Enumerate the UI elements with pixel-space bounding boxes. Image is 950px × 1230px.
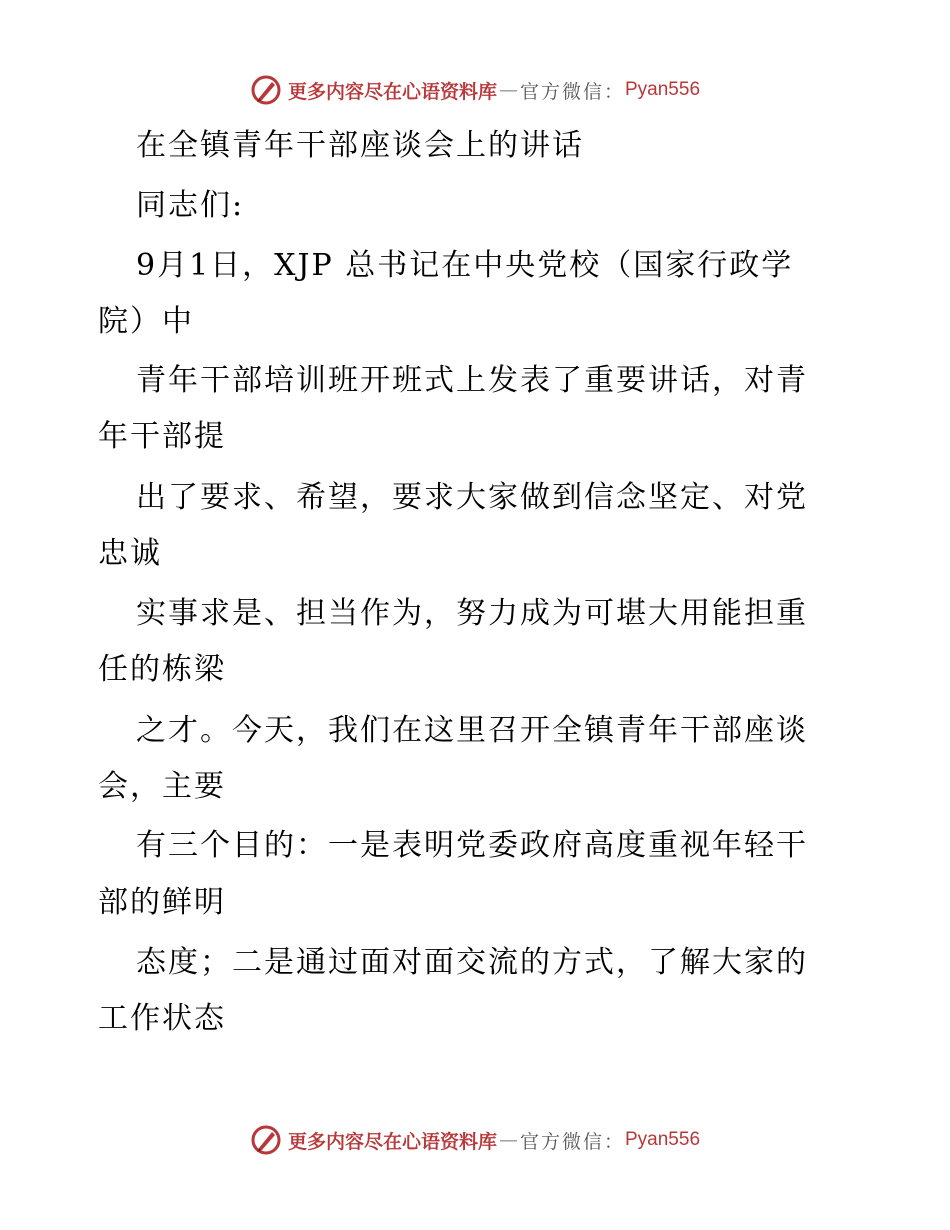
paragraph-line: 青年干部培训班开班式上发表了重要讲话，对青 — [136, 363, 808, 398]
paragraph-line: 工作状态 — [98, 1001, 226, 1036]
watermark-label: 官方微信： — [519, 80, 625, 103]
watermark-label: 官方微信： — [519, 1130, 625, 1153]
watermark-wechat-id: Pyan556 — [625, 79, 701, 100]
watermark-dash: — — [498, 79, 518, 101]
watermark-wechat-id: Pyan556 — [625, 1129, 701, 1150]
watermark-brand: 更多内容尽在心语资料库 — [287, 80, 497, 103]
document-title: 在全镇青年干部座谈会上的讲话 — [136, 128, 584, 163]
header-watermark — [0, 70, 950, 110]
paragraph-line: 部的鲜明 — [98, 885, 226, 920]
paragraph-line: 实事求是、担当作为，努力成为可堪大用能担重 — [136, 596, 808, 631]
pen-logo-icon — [250, 74, 282, 106]
paragraph-line: 忠诚 — [98, 536, 162, 571]
watermark-dash: — — [498, 1129, 518, 1151]
paragraph-line: 任的栋梁 — [98, 652, 226, 687]
footer-watermark — [0, 1120, 950, 1160]
paragraph-line: 院）中 — [98, 304, 194, 339]
paragraph-line: 出了要求、希望，要求大家做到信念坚定、对党 — [136, 480, 808, 515]
watermark-brand: 更多内容尽在心语资料库 — [287, 1130, 497, 1153]
pen-logo-icon — [250, 1124, 282, 1156]
paragraph-line: 会，主要 — [98, 769, 226, 804]
paragraph-line: 年干部提 — [98, 419, 226, 454]
paragraph-line: 之才。今天，我们在这里召开全镇青年干部座谈 — [136, 713, 808, 748]
paragraph-line: 有三个目的：一是表明党委政府高度重视年轻干 — [136, 828, 808, 863]
paragraph-line: 9月1日，XJP 总书记在中央党校（国家行政学 — [136, 248, 794, 283]
paragraph-line: 态度；二是通过面对面交流的方式，了解大家的 — [136, 945, 808, 980]
document-greeting: 同志们: — [136, 188, 245, 223]
